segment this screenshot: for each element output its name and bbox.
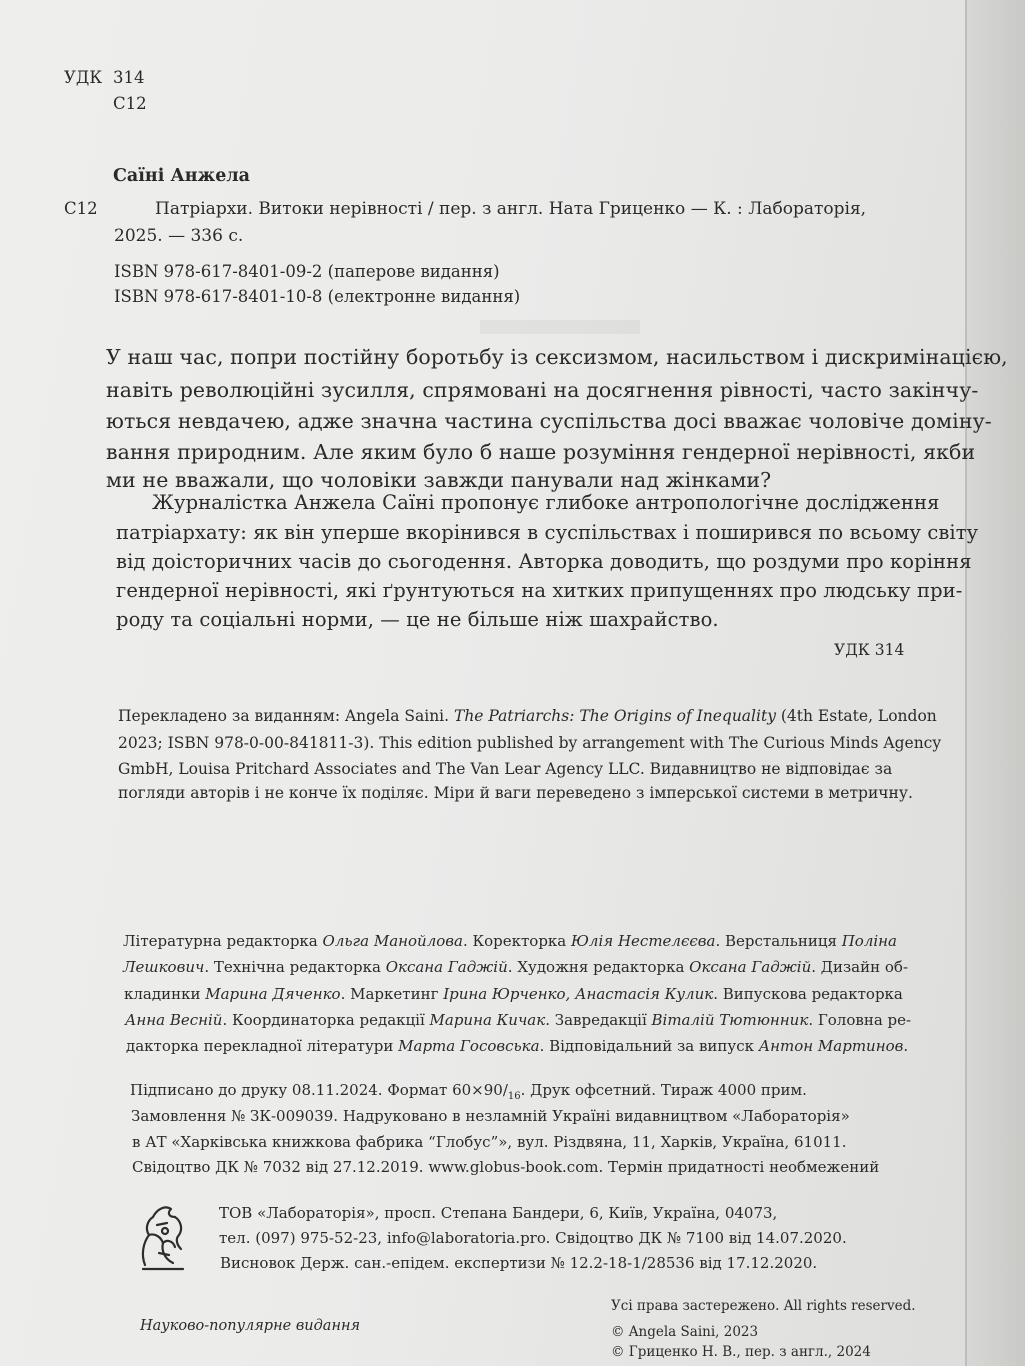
rights-statement: Усі права застережено. All rights reserved. [611,1298,916,1314]
credit-person: Лешкович [123,958,205,976]
credit-person: Поліна [841,932,897,950]
format-subscript: 16 [507,1091,521,1102]
credit-person: Юлія Нестелєєва [571,932,716,950]
print-line-3: в АТ «Харківська книжкова фабрика “Глобус”», вул. Різдвяна, 11, Харків, Україна, 61011. [132,1133,847,1151]
show-through-shape [480,230,640,334]
credit-person: Анна Весній [125,1011,223,1029]
credit-person: Марина Кичак [429,1011,546,1029]
credit-person: Антон Мартинов [758,1037,904,1055]
author-name: Саїні Анжела [113,166,251,186]
credit-person: Марта Госовська [398,1037,540,1055]
credit-person: Віталій Тютюнник [651,1011,809,1029]
credit-person: Оксана Гаджій [385,958,508,976]
credit-role: . Випускова редакторка [713,985,903,1003]
credits-line-4 [125,1011,911,1029]
annotation-line-9: гендерної нерівності, які ґрунтуються на хитких припущеннях про людську при- [116,579,963,602]
credits-line-2 [123,958,908,976]
udk-number: 314 [113,68,145,87]
original-title: The Patriarchs: The Origins of Inequality [453,707,776,725]
credit-role: . Художня редакторка [507,958,690,976]
credit-person: Ірина Юрченко, Анастасія Кулик [443,985,714,1003]
credit-role: . Дизайн об- [811,958,909,976]
annotation-line-2: навіть революційні зусилля, спрямовані на досягнення рівності, часто закінчу- [106,378,979,402]
annotation-line-5: ми не вважали, що чоловіки завжди панували над жінками? [106,468,772,492]
credit-role: . Технічна редакторка [204,958,386,976]
isbn-print: ISBN 978-617-8401-09-2 (паперове видання) [114,262,500,281]
credit-role: . Верстальниця [715,932,842,950]
publisher-logo-icon [133,1195,193,1275]
credits-line-3 [124,985,903,1003]
annotation-line-3: ються невдачею, адже значна частина суспільства досі вважає чоловіче доміну- [106,409,992,433]
record-line-1: Патріархи. Витоки нерівності / пер. з англ. Ната Гриценко — К. : Лабораторія, [155,199,867,219]
credit-person: Оксана Гаджій [689,958,812,976]
credits-line-5 [126,1037,908,1055]
translation-prefix: Перекладено за виданням: Angela Saini. [118,707,454,725]
credit-role: . Головна ре- [808,1011,912,1029]
credit-person: Ольга Манойлова [322,932,463,950]
credit-role: . Маркетинг [340,985,444,1003]
credit-role: кладинки [124,985,206,1003]
translation-line-2: 2023; ISBN 978-0-00-841811-3). This edition published by arrangement with The Curious Minds Agency [118,734,942,752]
credit-role: Літературна редакторка [123,932,323,950]
translation-suffix: (4th Estate, London [775,707,937,725]
translation-line-3: GmbH, Louisa Pritchard Associates and The Van Lear Agency LLC. Видавництво не відповідає за [118,760,893,778]
annotation-line-7: патріархату: як він уперше вкорінився в суспільствах і поширився по всьому світу [116,521,979,544]
credits-line-1 [123,932,897,950]
page-edge [965,0,1025,1366]
annotation-line-10: роду та соціальні норми, — це не більше ніж шахрайство. [116,608,719,631]
credit-role: . Відповідальний за випуск [539,1037,759,1055]
translation-line-4: погляди авторів і не конче їх поділяє. Міри й ваги переведено з імперської системи в метричну. [118,784,913,802]
isbn-electronic: ISBN 978-617-8401-10-8 (електронне видання) [114,287,521,306]
translation-line-1 [118,707,937,725]
udk-label: УДК [64,68,103,87]
credit-role: . Координаторка редакції [222,1011,430,1029]
credit-role: . [903,1037,909,1055]
genre-label: Науково-популярне видання [140,1318,361,1334]
print-format: Підписано до друку 08.11.2024. Формат 60×90/ [130,1081,508,1099]
print-line-1 [130,1081,807,1102]
print-details: . Друк офсетний. Тираж 4000 прим. [520,1081,807,1099]
annotation-line-4: вання природним. Але яким було б наше розуміння гендерної нерівності, якби [106,440,976,464]
author-mark: С12 [113,94,147,113]
annotation-line-6: Журналістка Анжела Саїні пропонує глибоке антропологічне дослідження [152,491,940,514]
publisher-line-3: Висновок Держ. сан.-епідем. експертизи № 12.2-18-1/28536 від 17.12.2020. [220,1254,818,1272]
record-line-2: 2025. — 336 с. [114,226,244,246]
catalog-code: С12 [64,199,98,218]
credit-role: дакторка перекладної літератури [126,1037,399,1055]
credit-role: . Коректорка [462,932,572,950]
annotation-udk: УДК 314 [834,641,905,659]
credit-role: . Завредакції [545,1011,652,1029]
annotation-line-1: У наш час, попри постійну боротьбу із сексизмом, насильством і дискримінацією, [106,345,1008,369]
print-line-2: Замовлення № ЗК-009039. Надруковано в незламній Україні видавництвом «Лабораторія» [131,1107,850,1125]
copyright-translation: © Гриценко Н. В., пер. з англ., 2024 [611,1344,871,1360]
print-line-4: Свідоцтво ДК № 7032 від 27.12.2019. www.globus-book.com. Термін придатності необмежений [132,1158,880,1176]
publisher-line-1: ТОВ «Лабораторія», просп. Степана Бандери, 6, Київ, Україна, 04073, [219,1204,778,1222]
publisher-line-2: тел. (097) 975-52-23, info@laboratoria.pro. Свідоцтво ДК № 7100 від 14.07.2020. [219,1229,847,1247]
copyright-original: © Angela Saini, 2023 [611,1324,759,1340]
annotation-line-8: від доісторичних часів до сьогодення. Авторка доводить, що роздуми про коріння [116,550,972,573]
credit-person: Марина Дяченко [205,985,341,1003]
